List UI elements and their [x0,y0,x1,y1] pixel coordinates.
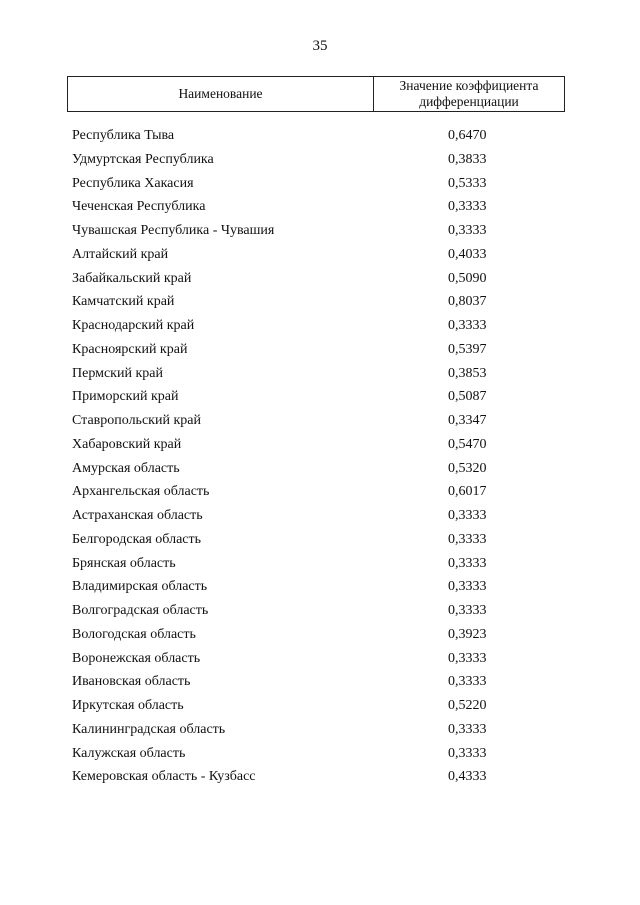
coefficient-value: 0,8037 [448,294,487,310]
region-name: Чеченская Республика [72,199,206,215]
region-name: Красноярский край [72,341,188,357]
coefficient-value: 0,3333 [448,674,487,690]
region-name: Амурская область [72,460,180,476]
table-row [0,386,640,410]
table-row [0,458,640,482]
coefficient-value: 0,3853 [448,365,487,381]
region-name: Волгоградская область [72,603,209,618]
region-name: Чувашская Республика - Чувашия [72,223,275,238]
table-row [0,766,640,790]
coefficient-value: 0,3833 [448,151,487,167]
table-body [0,125,640,790]
region-name: Архангельская область [72,484,210,500]
region-name: Хабаровский край [72,436,182,452]
region-name: Алтайский край [72,246,169,262]
region-name: Удмуртская Республика [72,151,214,167]
coefficient-value: 0,4333 [448,769,487,785]
region-name: Республика Хакасия [72,175,194,191]
coefficient-value: 0,3333 [448,555,487,571]
table-row [0,125,640,149]
region-name: Забайкальский край [72,270,192,286]
region-name: Астраханская область [72,508,203,523]
region-name: Воронежская область [72,650,201,666]
region-name: Пермский край [72,365,163,381]
coefficient-value: 0,5397 [448,341,487,357]
region-name: Приморский край [72,389,179,405]
table-row [0,695,640,719]
coefficient-value: 0,3333 [448,603,487,618]
column-header-value: Значение коэффициента дифференциации [399,78,539,109]
coefficient-value: 0,5090 [448,270,487,286]
region-name: Вологодская область [72,626,196,642]
table-row [0,648,640,672]
coefficient-value: 0,5470 [448,436,487,452]
coefficient-value: 0,6017 [448,484,487,500]
table-header [68,76,564,112]
coefficient-value: 0,4033 [448,246,487,262]
table-row [0,196,640,220]
coefficient-value: 0,5087 [448,389,487,405]
page-number: 35 [312,38,328,54]
table-row [0,173,640,197]
table-row [0,291,640,315]
region-name: Кемеровская область - Кузбасс [72,769,256,785]
coefficient-value: 0,5220 [448,698,487,713]
coefficient-value: 0,3333 [448,531,487,547]
table-row [0,220,640,244]
region-name: Камчатский край [72,294,175,310]
table-row [0,268,640,292]
table-row [0,410,640,434]
region-name: Белгородская область [72,531,202,547]
coefficient-value: 0,3333 [448,721,487,737]
table-row [0,481,640,505]
coefficient-value: 0,5320 [448,460,487,476]
region-name: Ставропольский край [72,413,201,428]
table-row [0,339,640,363]
coefficient-value: 0,3347 [448,413,487,428]
region-name: Ивановская область [72,674,191,690]
table-row [0,363,640,387]
table-row [0,719,640,743]
region-name: Калужская область [72,745,186,761]
table-row [0,434,640,458]
coefficient-value: 0,3333 [448,318,487,333]
table-row [0,529,640,553]
coefficient-value: 0,5333 [448,175,487,191]
table-row [0,553,640,577]
coefficient-value: 0,6470 [448,128,487,143]
region-name: Иркутская область [72,698,184,713]
coefficient-value: 0,3923 [448,626,487,642]
coefficient-value: 0,3333 [448,508,487,523]
coefficient-value: 0,3333 [448,745,487,761]
region-name: Краснодарский край [72,318,195,333]
table-border [564,76,565,112]
table-row [0,671,640,695]
table-row [0,743,640,767]
region-name: Брянская область [72,555,176,571]
table-row [0,505,640,529]
coefficient-value: 0,3333 [448,223,487,238]
table-row [0,600,640,624]
table-row [0,576,640,600]
table-row [0,315,640,339]
table-row [0,624,640,648]
region-name: Республика Тыва [72,128,175,143]
coefficient-value: 0,3333 [448,199,487,215]
region-name: Владимирская область [72,579,208,595]
coefficient-value: 0,3333 [448,650,487,666]
table-row [0,244,640,268]
table-row [0,149,640,173]
coefficient-value: 0,3333 [448,579,487,595]
region-name: Калининградская область [72,721,226,737]
column-header-name: Наименование [178,86,263,101]
